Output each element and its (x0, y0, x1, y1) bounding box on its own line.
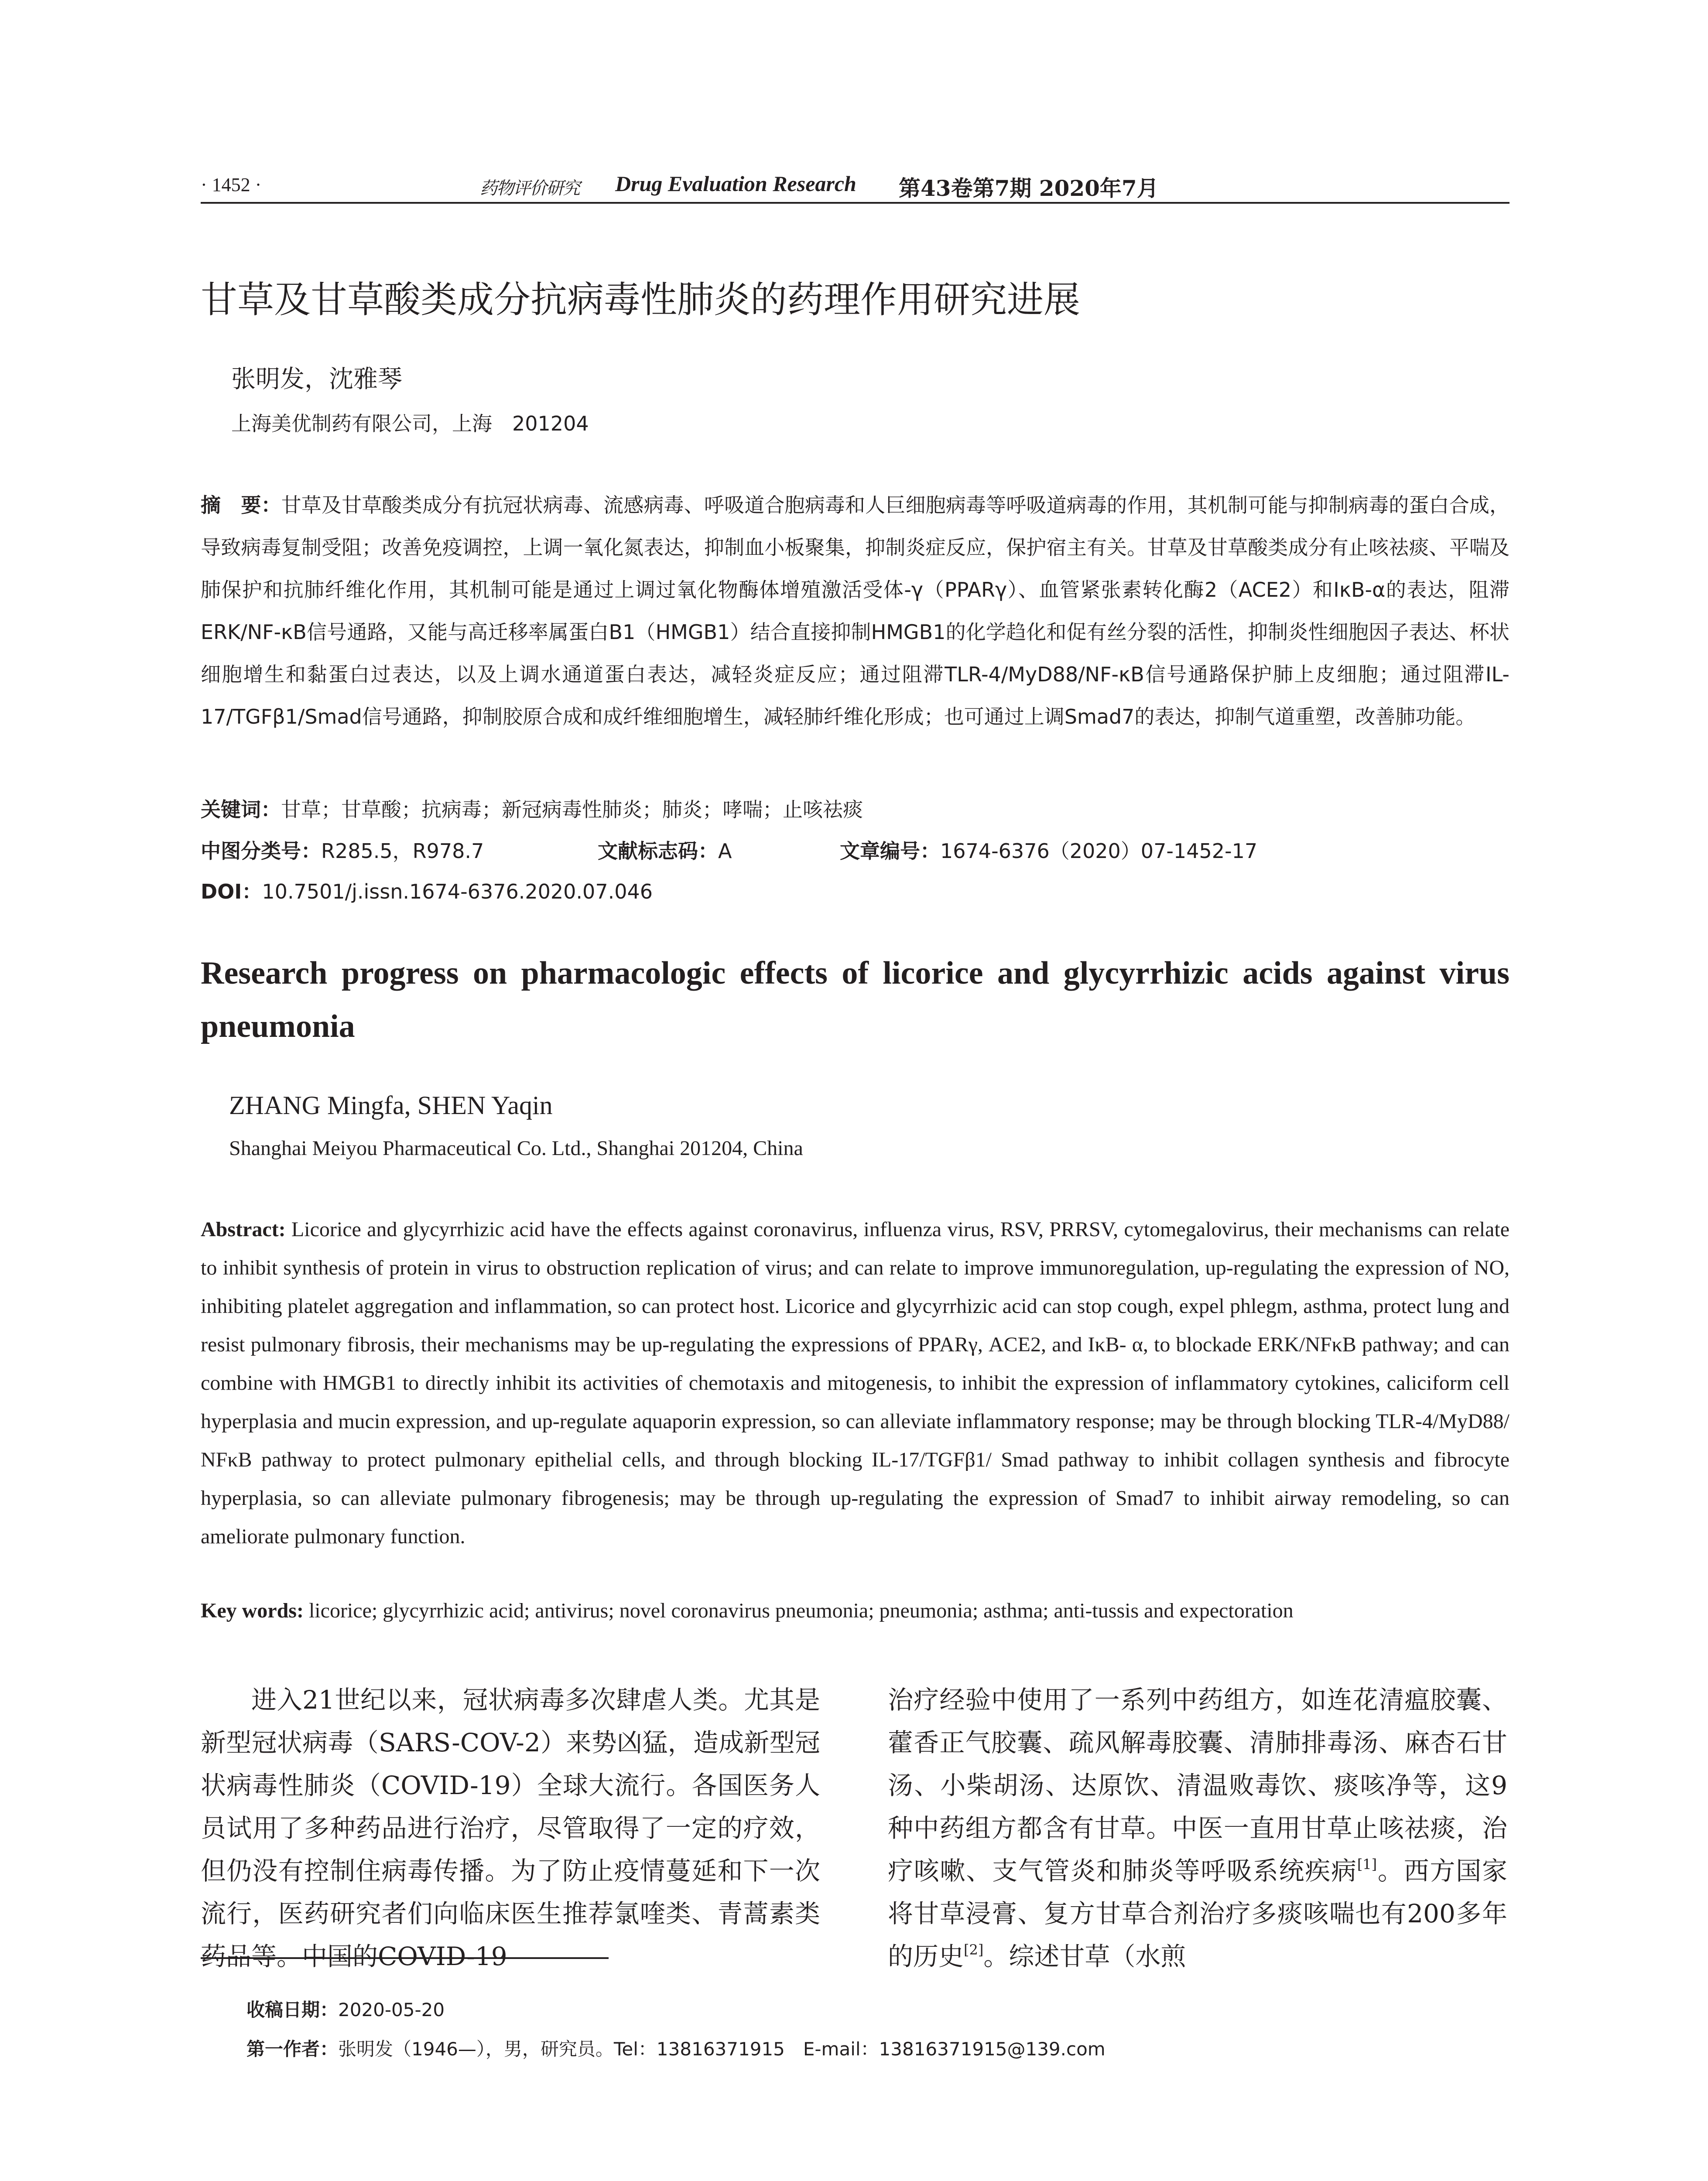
first-author-text: 张明发（1946—），男，研究员。Tel：13816371915 E-mail：13816371915@139.com (338, 2038, 1106, 2060)
doc-code-text: A (718, 839, 732, 863)
english-title: Research progress on pharmacologic effects of licorice and glycyrrhizic acids against virus pneumonia (201, 955, 1509, 1044)
english-abstract-text: Licorice and glycyrrhizic acid have the effects against coronavirus, influenza virus, RSV, PRRSV, cytomegalovirus, their mechanisms can relate to inhibit synthesis of protein in virus to obstruction replication of virus; and can relate to improve immunoregulation, up-regulating the expression of NO, inhibiting platelet aggregation and inflammation, so can protect host. Licorice and glycyrrhizic acid can stop cough, expel phlegm, asthma, protect lung and resist pulmonary fibrosis, their mechanisms may be up-regulating the expressions of PPARγ, ACE2, and IκB- α, to blockade ERK/NFκB pathway; and can combine with HMGB1 to directly inhibit its activities of chemotaxis and mitogenesis, to inhibit the expression of inflammatory cytokines, caliciform cell hyperplasia and mucin expression, and up-regulate aquaporin expression, so can alleviate inflammatory response; may be through blocking TLR-4/MyD88/ NFκB pathway to protect pulmonary epithelial cells, and through blocking IL-17/TGFβ1/ Smad pathway to inhibit collagen synthesis and fibrocyte hyperplasia, so can alleviate pulmonary fibrogenesis; may be through up-regulating the expression of Smad7 to inhibit airway remodeling, so can ameliorate pulmonary function. (201, 1218, 1509, 1548)
chinese-abstract-text: 甘草及甘草酸类成分有抗冠状病毒、流感病毒、呼吸道合胞病毒和人巨细胞病毒等呼吸道病毒的作用，其机制可能与抑制病毒的蛋白合成，导致病毒复制受阻；改善免疫调控，上调一氧化氮表达，抑制血小板聚集，抑制炎症反应，保护宿主有关。甘草及甘草酸类成分有止咳祛痰、平喘及肺保护和抗肺纤维化作用，其机制可能是通过上调过氧化物酶体增殖激活受体-γ（PPARγ）、血管紧张素转化酶2（ACE2）和IκB-α的表达，阻滞ERK/NF-κB信号通路，又能与高迁移率属蛋白B1（HMGB1）结合直接抑制HMGB1的化学趋化和促有丝分裂的活性，抑制炎性细胞因子表达、杯状细胞增生和黏蛋白过表达，以及上调水通道蛋白表达，减轻炎症反应；通过阻滞TLR-4/MyD88/NF-κB信号通路保护肺上皮细胞；通过阻滞IL-17/TGFβ1/Smad信号通路，抑制胶原合成和成纤维细胞增生，减轻肺纤维化形成；也可通过上调Smad7的表达，抑制气道重塑，改善肺功能。 (201, 493, 1509, 728)
chinese-abstract (201, 484, 1509, 738)
english-keywords-text: licorice; glycyrrhizic acid; antivirus; novel coronavirus pneumonia; pneumonia; asthma; anti-tussis and expectoration (308, 1599, 1294, 1622)
english-keywords (201, 1599, 1294, 1623)
chinese-keywords-label: 关键词： (201, 798, 281, 821)
journal-logo: 药物评价研究 (480, 178, 579, 198)
english-authors: ZHANG Mingfa, SHEN Yaqin (229, 1091, 553, 1120)
first-author-label: 第一作者： (246, 2038, 339, 2060)
received-label: 收稿日期： (246, 1999, 339, 2020)
right-column-text-2: 。西方国家将甘草浸膏、复方甘草合剂治疗多痰咳喘也有200多年的历史 (888, 1856, 1507, 1971)
reference-2[interactable]: [2] (964, 1942, 984, 1958)
doi-label: DOI： (201, 880, 262, 903)
clc-group (201, 835, 484, 864)
chinese-keywords (201, 794, 863, 823)
article-no-label: 文章编号： (840, 839, 940, 863)
issue-info: 第43卷第7期 2020年7月 (899, 175, 1159, 201)
received-text: 2020-05-20 (338, 1999, 445, 2020)
article-no-text: 1674-6376（2020）07-1452-17 (940, 839, 1258, 863)
body-left-column: 进入21世纪以来，冠状病毒多次肆虐人类。尤其是新型冠状病毒（SARS-COV-2）来势凶猛，造成新型冠状病毒性肺炎（COVID-19）全球大流行。各国医务人员试用了多种药品进行治疗，尽管取得了一定的疗效，但仍没有控制住病毒传播。为了防止疫情蔓延和下一次流行，医药研究者们向临床医生推荐氯喹类、青蒿素类药品等。中国的COVID-19 (201, 1685, 820, 1971)
english-abstract (201, 1210, 1509, 1556)
body-right-column (888, 1678, 1507, 1978)
doc-code-label: 文献标志码： (598, 839, 718, 863)
chinese-authors: 张明发，沈雅琴 (231, 365, 402, 393)
doc-code-group (598, 835, 732, 864)
reference-1[interactable]: [1] (1357, 1856, 1377, 1873)
chinese-abstract-label: 摘 要： (201, 493, 281, 517)
footnote-rule (201, 1957, 609, 1959)
classification-line (201, 835, 1509, 861)
doi-text: 10.7501/j.issn.1674-6376.2020.07.046 (262, 880, 653, 903)
header-rule (201, 202, 1509, 204)
article-no-group (840, 835, 1257, 864)
first-author-note (246, 2035, 1106, 2061)
journal-name: Drug Evaluation Research (615, 171, 856, 196)
right-column-text-3: 。综述甘草（水煎 (983, 1942, 1186, 1971)
english-abstract-label: Abstract: (201, 1218, 286, 1241)
page-number: · 1452 · (201, 174, 262, 195)
chinese-title: 甘草及甘草酸类成分抗病毒性肺炎的药理作用研究进展 (201, 278, 1081, 321)
english-affiliation: Shanghai Meiyou Pharmaceutical Co. Ltd., Shanghai 201204, China (229, 1137, 803, 1160)
clc-text: R285.5，R978.7 (321, 839, 484, 863)
chinese-affiliation: 上海美优制药有限公司，上海 201204 (231, 412, 589, 435)
received-date (246, 1996, 445, 2022)
running-header (201, 171, 1509, 202)
right-column-text-1: 治疗经验中使用了一系列中药组方，如连花清瘟胶囊、藿香正气胶囊、疏风解毒胶囊、清肺排毒汤、麻杏石甘汤、小柴胡汤、达原饮、清温败毒饮、痰咳净等，这9种中药组方都含有甘草。中医一直用甘草止咳祛痰，治疗咳嗽、支气管炎和肺炎等呼吸系统疾病 (888, 1685, 1507, 1886)
english-keywords-label: Key words: (201, 1599, 304, 1622)
doi-line (201, 876, 653, 905)
clc-label: 中图分类号： (201, 839, 321, 863)
chinese-keywords-text: 甘草；甘草酸；抗病毒；新冠病毒性肺炎；肺炎；哮喘；止咳祛痰 (281, 798, 863, 821)
